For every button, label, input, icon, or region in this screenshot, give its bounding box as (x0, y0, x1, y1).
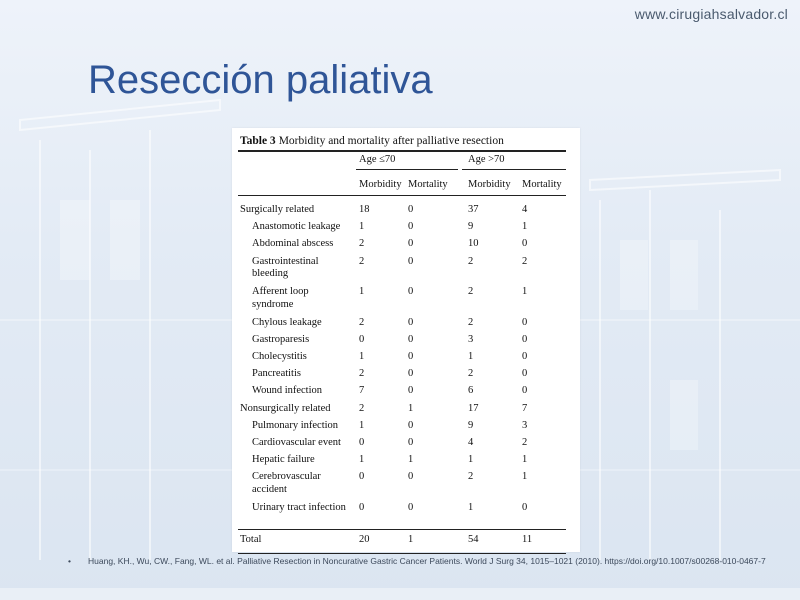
row-value: 18 (359, 204, 370, 215)
row-value: 0 (522, 385, 528, 397)
row-value: 2 (522, 255, 528, 267)
row-label: Pulmonary infection (252, 419, 339, 431)
row-value: 2 (468, 286, 474, 298)
row-value: 1 (408, 402, 414, 414)
row-label: Gastrointestinal bleeding (252, 255, 319, 280)
row-label: Total (240, 534, 262, 546)
row-value: 0 (359, 437, 365, 448)
row-value: 0 (408, 437, 414, 448)
row-value: 9 (468, 419, 474, 431)
group-header-age-le70: Age ≤70 (359, 154, 396, 165)
row-value: 11 (522, 534, 533, 546)
row-value: 0 (522, 351, 528, 362)
row-value: 20 (359, 534, 370, 546)
row-label: Nonsurgically related (240, 402, 331, 414)
footnote-bullet: • (68, 556, 71, 566)
row-label: Cardiovascular event (252, 437, 341, 448)
row-value: 2 (359, 368, 365, 380)
row-value: 0 (522, 333, 528, 345)
row-value: 6 (468, 385, 474, 397)
slide-title: Resección paliativa (88, 58, 433, 102)
row-value: 1 (359, 454, 365, 466)
row-value: 1 (468, 454, 474, 466)
row-label: Pancreatitis (252, 368, 301, 380)
row-value: 0 (522, 316, 528, 328)
site-url: www.cirugiahsalvador.cl (634, 6, 788, 22)
row-value: 0 (522, 501, 528, 513)
table-bottom-rule (238, 553, 566, 555)
row-value: 0 (408, 351, 414, 362)
row-value: 0 (408, 368, 414, 380)
sub-header-mortality-1: Mortality (408, 179, 448, 190)
group-header-rule-1 (356, 169, 458, 170)
table-image (232, 128, 580, 552)
row-value: 1 (468, 501, 474, 513)
row-value: 10 (468, 238, 479, 250)
row-label: Wound infection (252, 385, 323, 397)
row-value: 0 (408, 501, 414, 513)
row-value: 0 (408, 238, 414, 250)
total-top-rule (238, 529, 566, 530)
row-value: 0 (359, 501, 365, 513)
row-value: 0 (408, 419, 414, 431)
row-value: 2 (468, 316, 474, 328)
row-value: 2 (468, 368, 474, 380)
row-value: 1 (408, 534, 414, 546)
row-value: 3 (468, 333, 474, 345)
row-value: 0 (408, 255, 414, 267)
row-value: 2 (359, 402, 365, 414)
row-label: Surgically related (240, 204, 315, 215)
row-value: 1 (522, 471, 528, 483)
row-value: 54 (468, 534, 479, 546)
row-value: 7 (522, 402, 528, 414)
row-value: 37 (468, 204, 479, 215)
row-label: Hepatic failure (252, 454, 315, 466)
row-label: Cerebrovascular accident (252, 471, 321, 495)
table-caption (240, 135, 504, 147)
row-value: 17 (468, 402, 479, 414)
row-value: 0 (408, 471, 414, 483)
row-value: 1 (359, 351, 365, 362)
row-value: 1 (522, 221, 528, 233)
sub-header-mortality-2: Mortality (522, 179, 562, 190)
row-value: 1 (522, 454, 528, 466)
row-value: 0 (359, 471, 365, 483)
row-label: Gastroparesis (252, 333, 310, 345)
row-value: 0 (522, 238, 528, 250)
table-caption-label: Table 3 (240, 135, 276, 147)
row-value: 9 (468, 221, 474, 233)
row-value: 1 (359, 286, 365, 298)
row-label: Chylous leakage (252, 316, 322, 328)
row-value: 0 (408, 333, 414, 345)
row-label: Abdominal abscess (252, 238, 334, 250)
sub-header-morbidity-2: Morbidity (468, 179, 511, 190)
row-value: 1 (408, 454, 414, 466)
row-value: 7 (359, 385, 365, 397)
row-value: 2 (359, 255, 365, 267)
row-value: 1 (359, 419, 365, 431)
row-value: 4 (468, 437, 474, 448)
row-value: 0 (408, 385, 414, 397)
row-value: 2 (359, 238, 365, 250)
row-value: 0 (408, 316, 414, 328)
row-value: 3 (522, 419, 528, 431)
row-value: 0 (408, 204, 414, 215)
row-value: 0 (359, 333, 365, 345)
row-value: 1 (468, 351, 474, 362)
row-value: 2 (468, 255, 474, 267)
sub-header-morbidity-1: Morbidity (359, 179, 402, 190)
row-value: 2 (359, 316, 365, 328)
row-value: 4 (522, 204, 528, 215)
row-label: Anastomotic leakage (252, 221, 341, 233)
row-value: 0 (408, 221, 414, 233)
row-value: 2 (522, 437, 528, 448)
row-value: 1 (359, 221, 365, 233)
group-header-rule-2 (462, 169, 566, 170)
group-header-age-gt70: Age >70 (468, 154, 505, 165)
row-label: Urinary tract infection (252, 501, 346, 513)
table-top-rule (238, 150, 566, 152)
row-label: Afferent loop syndrome (252, 286, 309, 310)
footnote-citation: Huang, KH., Wu, CW., Fang, WL. et al. Palliative Resection in Noncurative Gastric Cancer Patients. World J Surg 34, 1015–1021 (2010). https://doi.org/10.1007/s00268-010-0467-7 (88, 556, 766, 566)
table-caption-text: Morbidity and mortality after palliative resection (278, 135, 504, 147)
row-label: Cholecystitis (252, 351, 307, 362)
row-value: 2 (468, 471, 474, 483)
row-value: 0 (522, 368, 528, 380)
header-bottom-rule (238, 195, 566, 196)
row-value: 1 (522, 286, 528, 298)
row-value: 0 (408, 286, 414, 298)
